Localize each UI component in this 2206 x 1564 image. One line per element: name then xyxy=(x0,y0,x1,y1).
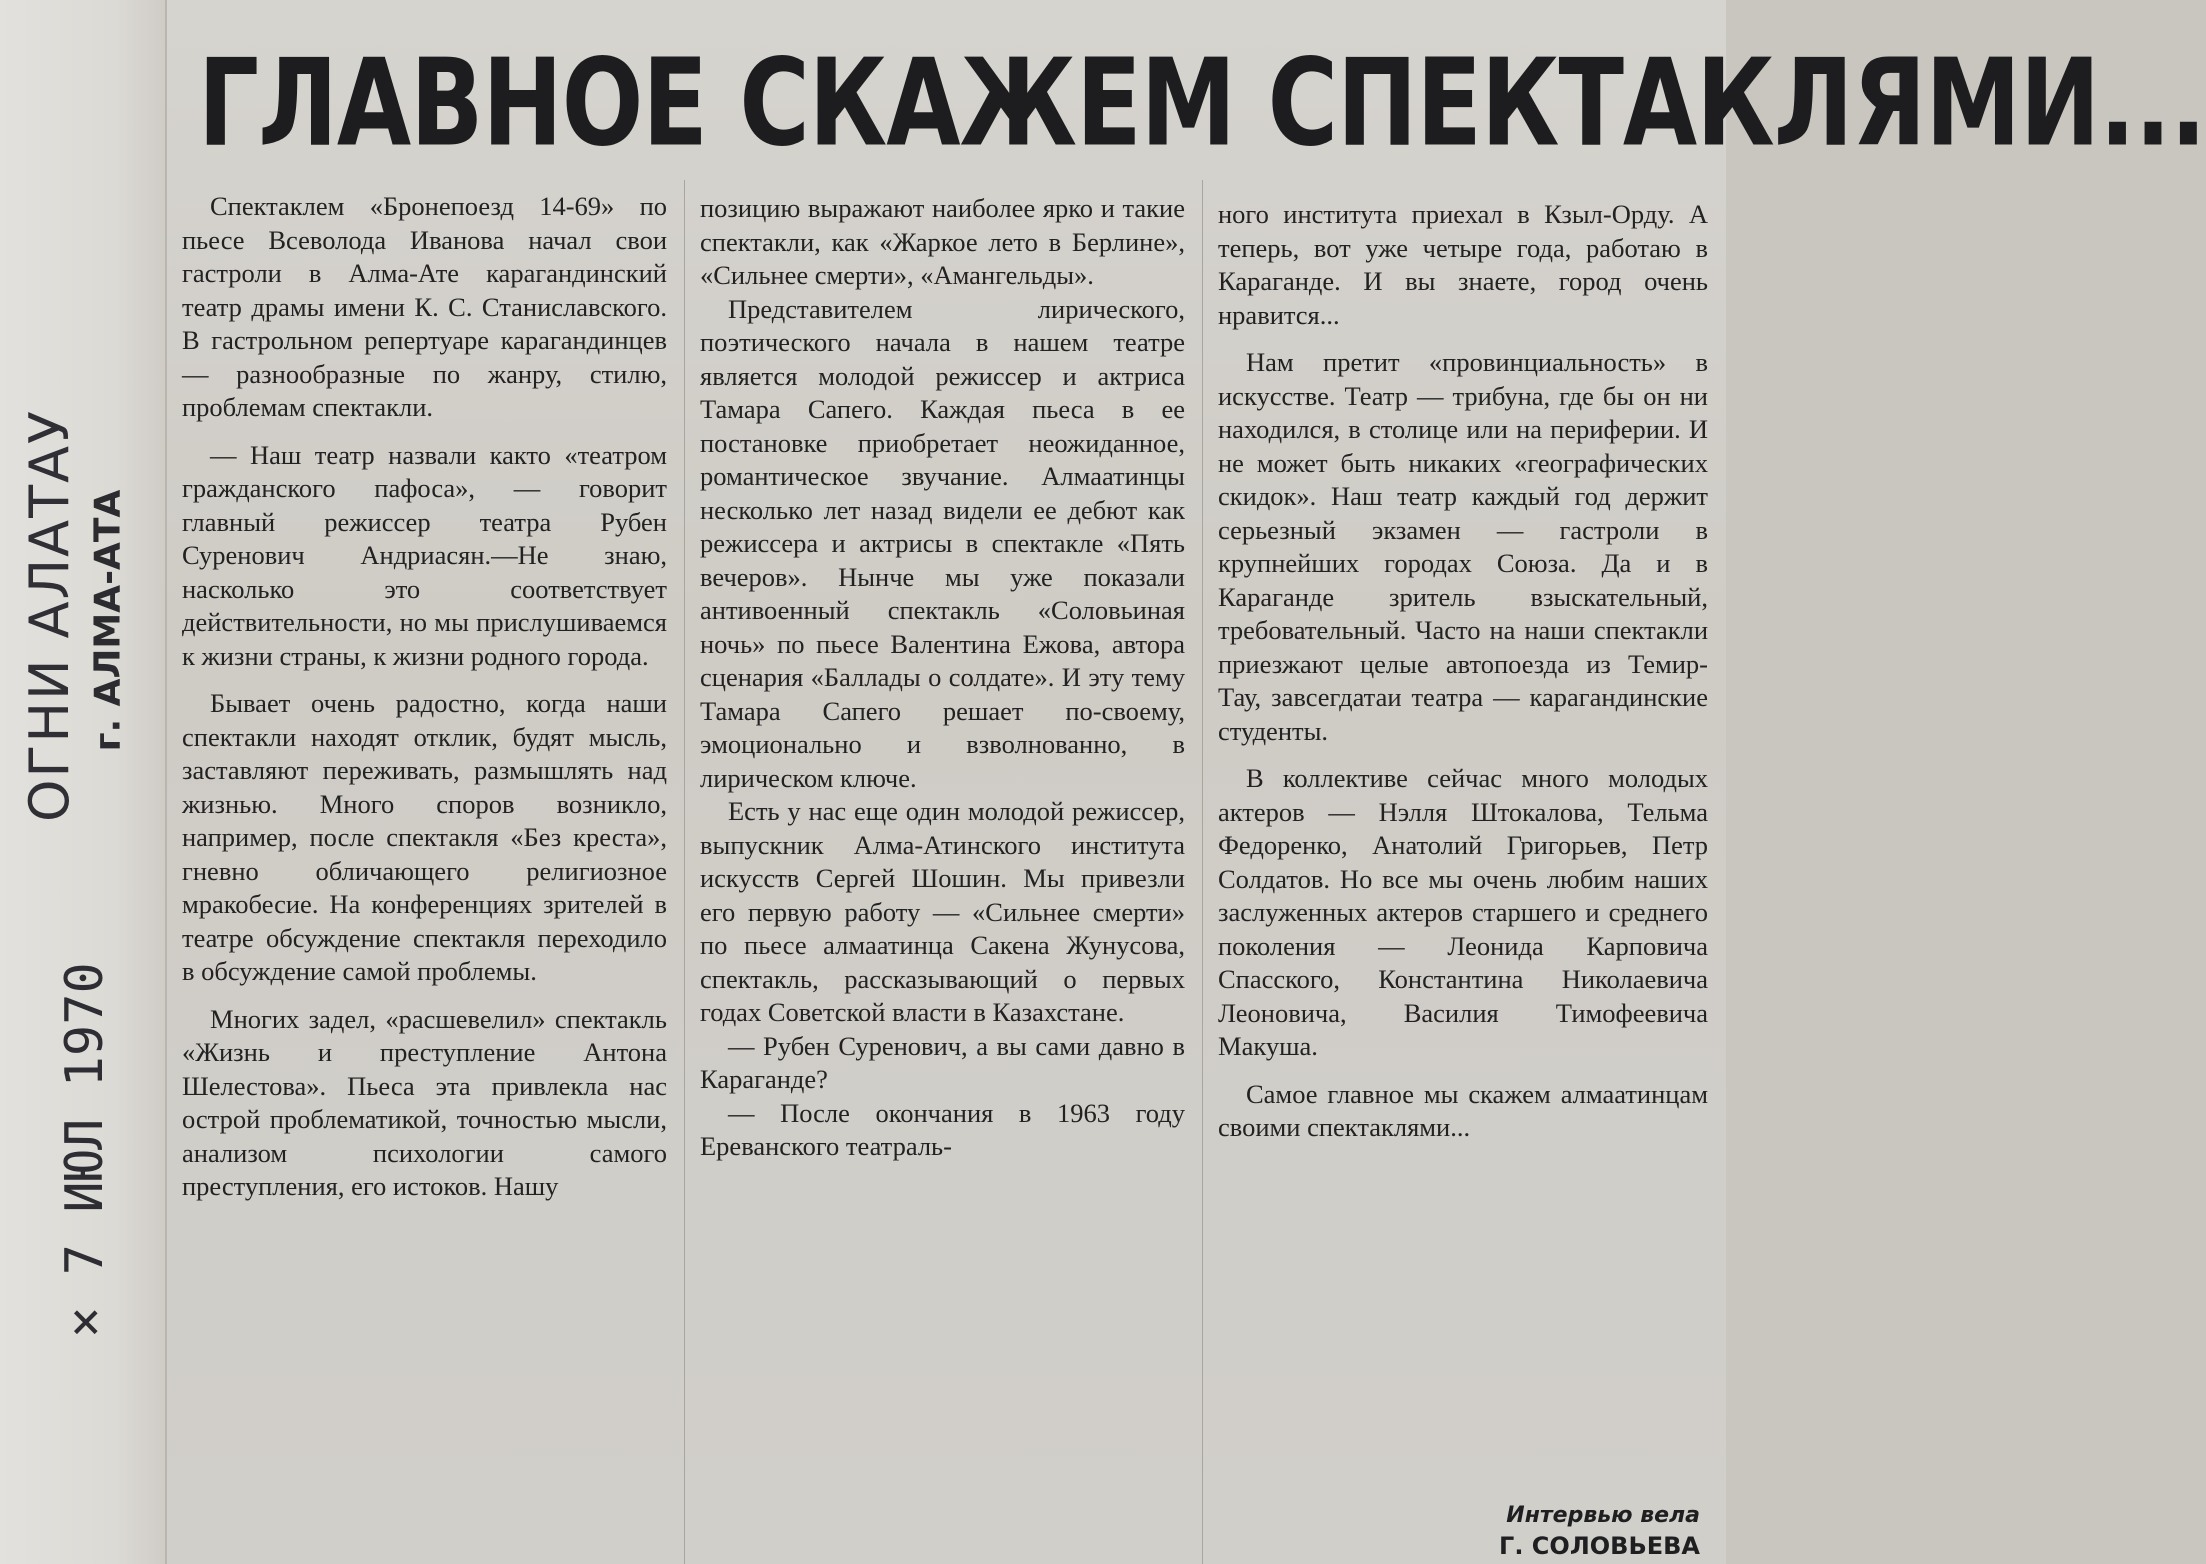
newspaper-name-stamp xyxy=(14,408,84,822)
article-headline: ГЛАВНОЕ СКАЖЕМ СПЕКТАКЛЯМИ... xyxy=(198,33,2206,174)
paragraph: Представителем лирического, поэтического начала в нашем театре является молодой режиссер и актриса Тамара Сапего. Каждая пьеса в ее постановке приобретает неожиданное, романтическое звучание. Алмаатинцы несколько лет назад видели ее дебют как режиссера и актрисы в спектакле «Пять вечеров». Нынче мы уже показали антивоенный спектакль «Соловьиная ночь» по пьесе Валентина Ежова, автора сценария «Баллады о солдате». И эту тему Тамара Сапего решает по-своему, эмоционально и взволнованно, в лирическом ключе. xyxy=(700,293,1185,793)
newspaper-name: ОГНИ АЛАТАУ xyxy=(17,408,81,822)
paragraph: Самое главное мы скажем алмаатинцам своими спектаклями... xyxy=(1218,1078,1708,1142)
paragraph: ного института приехал в Кзыл-Орду. А теперь, вот уже четыре года, работаю в Караганде. И вы знаете, город очень нравится... xyxy=(1218,199,1708,330)
interview-credit: Интервью вела xyxy=(1506,1503,1700,1528)
column-divider xyxy=(684,180,685,1564)
paragraph: Бывает очень радостно, когда наши спектакли находят отклик, будят мысль, заставляют переживать, размышлять над жизнью. Много споров возникло, например, после спектакля «Без креста», гневно обличающего религиозное мракобесие. На конференциях зрителей в театре обсуждение спектакля переходило в обсуждение самой проблемы. xyxy=(182,688,667,986)
article-column-3 xyxy=(1218,198,1708,1145)
paragraph: В коллективе сейчас много молодых актеров — Нэлля Штокалова, Тельма Федоренко, Анатолий Григорьев, Петр Солдатов. Но все мы очень любим наших заслуженных актеров старшего и среднего поколения — Леонида Карповича Спасского, Константина Николаевича Леоновича, Василия Тимофеевича Макуша. xyxy=(1218,763,1708,1061)
paragraph: — Наш театр назвали както «театром гражданского пафоса», — говорит главный режиссер театра Рубен Суренович Андриасян.—Не знаю, насколько это соответствует действительности, но мы прислушиваемся к жизни страны, к жизни родного города. xyxy=(182,439,667,671)
city-stamp xyxy=(78,470,138,770)
article-column-1 xyxy=(182,190,667,1204)
publication-date: × 7 ИЮЛ 1970 xyxy=(55,962,115,1338)
city-name: г. АЛМА-АТА xyxy=(87,489,129,751)
paragraph: позицию выражают наиболее ярко и такие спектакли, как «Жаркое лето в Берлине», «Сильнее смерти», «Амангельды». xyxy=(700,193,1185,290)
column-divider xyxy=(1202,180,1203,1564)
paragraph: Есть у нас еще один молодой режиссер, выпускник Алма-Атинского института искусств Сергей Шошин. Мы привезли его первую работу — «Сильнее смерти» по пьесе алмаатинца Сакена Жунусова, спектакль, рассказывающий о первых годах Советской власти в Казахстане. xyxy=(700,796,1185,1027)
paragraph: — После окончания в 1963 году Ереванского театраль- xyxy=(700,1097,1185,1161)
paragraph: Нам претит «провинциальность» в искусстве. Театр — трибуна, где бы он ни находился, в столице или на периферии. И не может быть никаких «географических скидок». Наш театр каждый год держит серьезный экзамен — гастроли в крупнейших городах Союза. Да и в Караганде зритель взыскательный, требовательный. Часто на наши спектакли приезжают целые автопоезда из Темир-Тау, завсегдатаи театра — карагандинские студенты. xyxy=(1218,347,1708,746)
paragraph: — Рубен Суренович, а вы сами давно в Караганде? xyxy=(700,1030,1185,1094)
article-signature xyxy=(1390,1500,1700,1562)
article-column-2 xyxy=(700,192,1185,1164)
paragraph: Спектаклем «Бронепоезд 14-69» по пьесе Всеволода Иванова начал свои гастроли в Алма-Ате карагандинский театр драмы имени К. С. Станиславского. В гастрольном репертуаре карагандинцев — разнообразные по жанру, стилю, проблемам спектакли. xyxy=(182,191,667,422)
clipping-margin xyxy=(0,0,167,1564)
author-name: Г. СОЛОВЬЕВА xyxy=(1499,1532,1700,1560)
paragraph: Многих задел, «расшевелил» спектакль «Жизнь и преступление Антона Шелестова». Пьеса эта привлекла нас острой проблематикой, точностью мысли, анализом психологии самого преступления, его истоков. Нашу xyxy=(182,1003,667,1201)
date-stamp xyxy=(40,962,130,1338)
